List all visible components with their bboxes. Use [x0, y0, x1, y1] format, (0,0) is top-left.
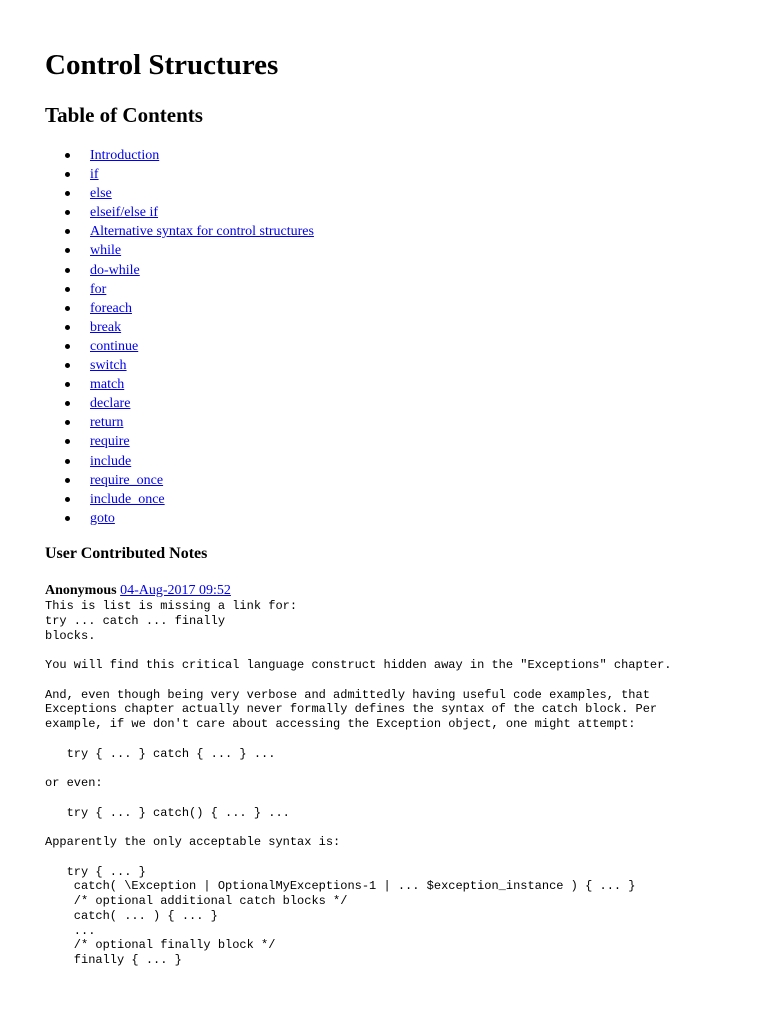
toc-link-else[interactable]: else: [90, 186, 112, 202]
toc-link-foreach[interactable]: foreach: [90, 300, 132, 316]
bullet-icon: [65, 420, 70, 425]
bullet-icon: [65, 287, 70, 292]
bullet-icon: [65, 248, 70, 253]
toc-heading: Table of Contents: [45, 103, 203, 127]
toc-link-declare[interactable]: declare: [90, 396, 131, 412]
toc-link-break[interactable]: break: [90, 319, 122, 335]
toc-link-introduction[interactable]: Introduction: [90, 148, 160, 163]
toc-link-require[interactable]: require: [90, 434, 130, 450]
bullet-icon: [65, 172, 70, 177]
toc-item: [45, 413, 314, 432]
bullet-icon: [65, 478, 70, 483]
toc-link-for[interactable]: for: [90, 281, 107, 297]
toc-link-goto[interactable]: goto: [90, 510, 115, 526]
bullet-icon: [65, 191, 70, 196]
toc-item: [45, 375, 314, 394]
table-of-contents: [45, 146, 314, 528]
bullet-icon: [65, 325, 70, 330]
toc-item: [45, 184, 314, 203]
toc-link-include-once[interactable]: include_once: [90, 491, 165, 507]
toc-link-alternative-syntax[interactable]: Alternative syntax for control structures: [90, 224, 314, 240]
toc-link-require-once[interactable]: require_once: [90, 472, 164, 488]
toc-item: [45, 452, 314, 471]
toc-item: [45, 318, 314, 337]
bullet-icon: [65, 363, 70, 368]
toc-item: [45, 356, 314, 375]
note-header: [45, 581, 231, 601]
bullet-icon: [65, 229, 70, 234]
toc-item: [45, 222, 314, 241]
note-author: Anonymous: [45, 583, 117, 598]
note-body: This is list is missing a link for: try ... catch ... finally blocks. You will find this critical language construct hidden away in the "Exceptions" chapter. And, even though being very verbose and admittedly having useful code examples, that Exceptions chapter actually never formally defines the syntax of the catch block. Per example, if we don't care about accessing the Exception object, one might attempt: try { ... } catch { ... } ... or even: try { ... } catch() { ... } ... Apparently the only acceptable syntax is: try { ... } catch( \Exception | OptionalMyExceptions-1 | ... $exception_instance ) { ... } /* optional additional catch blocks */ catch( ... ) { ... } ... /* optional finally block */ finally { ... }: [45, 599, 672, 967]
bullet-icon: [65, 497, 70, 502]
toc-link-elseif[interactable]: elseif/else if: [90, 205, 159, 221]
notes-heading: User Contributed Notes: [45, 545, 208, 562]
toc-item: [45, 241, 314, 260]
toc-item: [45, 261, 314, 280]
toc-item: [45, 203, 314, 222]
toc-item: [45, 432, 314, 451]
note-date-link[interactable]: 04-Aug-2017 09:52: [120, 583, 231, 598]
bullet-icon: [65, 344, 70, 349]
toc-link-do-while[interactable]: do-while: [90, 262, 140, 278]
toc-link-while[interactable]: while: [90, 243, 122, 259]
toc-link-switch[interactable]: switch: [90, 358, 127, 374]
toc-item: [45, 146, 314, 165]
toc-item: [45, 299, 314, 318]
toc-item: [45, 471, 314, 490]
toc-link-include[interactable]: include: [90, 453, 132, 469]
toc-item: [45, 280, 314, 299]
bullet-icon: [65, 306, 70, 311]
bullet-icon: [65, 439, 70, 444]
toc-link-match[interactable]: match: [90, 377, 125, 393]
toc-link-if[interactable]: if: [90, 167, 99, 183]
page-title: Control Structures: [45, 49, 279, 81]
bullet-icon: [65, 382, 70, 387]
toc-link-return[interactable]: return: [90, 415, 124, 431]
toc-link-continue[interactable]: continue: [90, 338, 139, 354]
toc-item: [45, 337, 314, 356]
bullet-icon: [65, 516, 70, 521]
bullet-icon: [65, 401, 70, 406]
toc-item: [45, 490, 314, 509]
bullet-icon: [65, 268, 70, 273]
toc-item: [45, 165, 314, 184]
toc-item: [45, 509, 314, 528]
toc-item: [45, 394, 314, 413]
bullet-icon: [65, 153, 70, 158]
bullet-icon: [65, 459, 70, 464]
bullet-icon: [65, 210, 70, 215]
